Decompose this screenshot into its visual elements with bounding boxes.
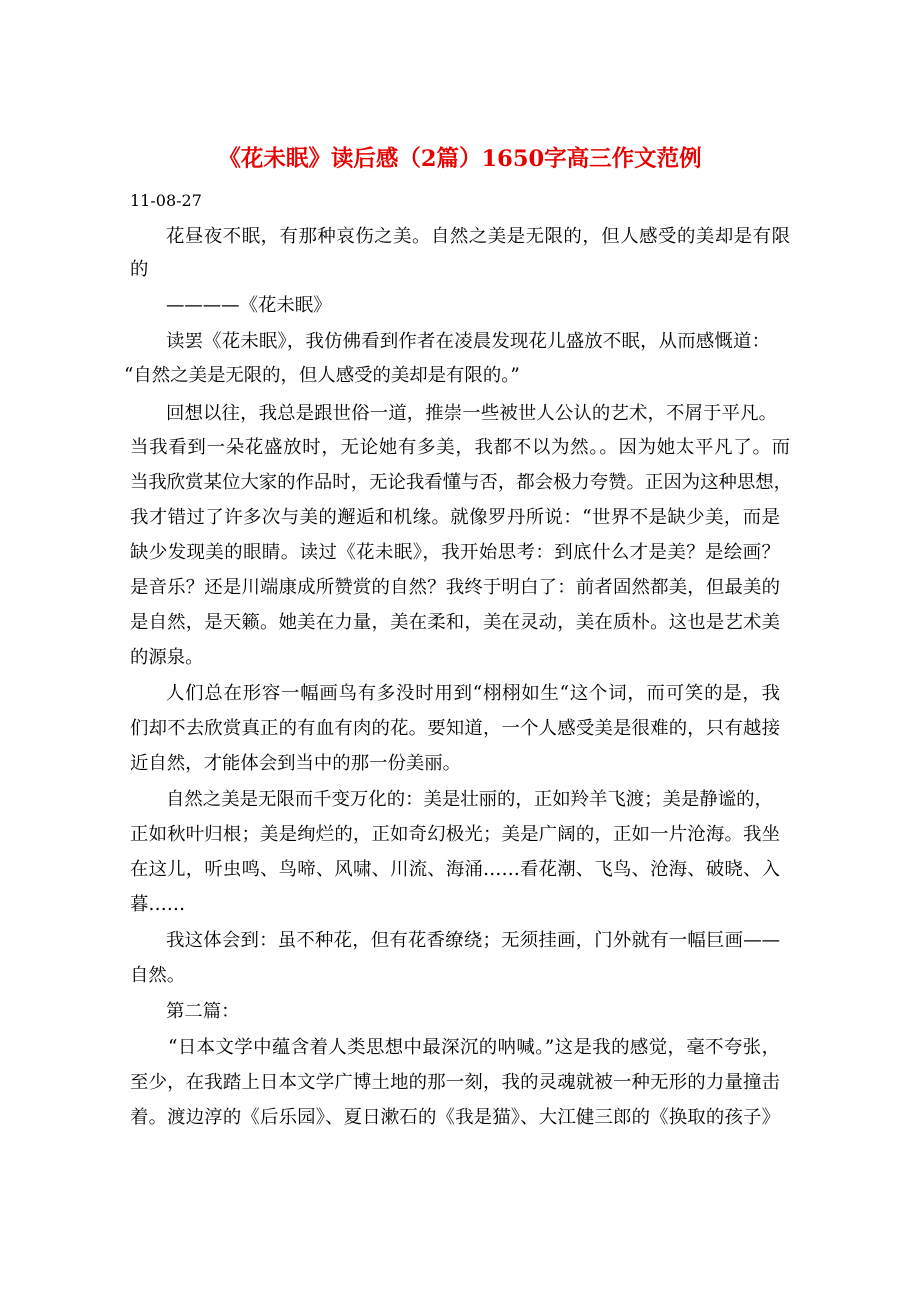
- text-line: 的: [130, 259, 149, 280]
- text-line: 自然。: [130, 965, 186, 986]
- text-line: 是自然，是天籁。她美在力量，美在柔和，美在灵动，美在质朴。这也是艺术美: [130, 612, 780, 633]
- text-line: 正如秋叶归根；美是绚烂的，正如奇幻极光；美是广阔的，正如一片沧海。我坐: [130, 824, 780, 845]
- section-heading: 第二篇：: [166, 1001, 240, 1022]
- document-title: 《花未眠》读后感（2篇）1650字高三作文范例: [218, 146, 702, 172]
- text-line: 近自然，才能体会到当中的那一份美丽。: [130, 753, 462, 774]
- text-line: 着。渡边淳的《后乐园》、夏日漱石的《我是猫》、大江健三郎的《换取的孩子》: [130, 1107, 780, 1128]
- text-line: 回想以往，我总是跟世俗一道，推崇一些被世人公认的艺术，不屑于平凡。: [166, 403, 777, 424]
- text-line: 人们总在形容一幅画鸟有多没时用到“栩栩如生“这个词，而可笑的是，我: [166, 683, 780, 704]
- text-line: “日本文学中蕴含着人类思想中最深沉的呐喊。”这是我的感觉，毫不夸张，: [168, 1037, 780, 1058]
- text-line: 读罢《花未眠》，我仿佛看到作者在凌晨发现花儿盛放不眠，从而感慨道：: [166, 331, 770, 352]
- text-line: 我这体会到：虽不种花，但有花香缭绕；无须挂画，门外就有一幅巨画——: [166, 930, 780, 951]
- text-line: 我才错过了许多次与美的邂逅和机缘。就像罗丹所说：“世界不是缺少美，而是: [130, 507, 780, 528]
- text-line: 们却不去欣赏真正的有血有肉的花。要知道，一个人感受美是很难的，只有越接: [130, 718, 780, 739]
- text-line: 自然之美是无限而千变万化的：美是壮丽的，正如羚羊飞渡；美是静谧的，: [166, 789, 773, 810]
- text-line: 暮……: [130, 894, 186, 915]
- document-date: 11-08-27: [130, 191, 202, 210]
- text-line: 花昼夜不眠，有那种哀伤之美。自然之美是无限的，但人感受的美却是有限: [166, 226, 790, 247]
- text-line: 当我看到一朵花盛放时，无论她有多美，我都不以为然。。因为她太平凡了。而: [130, 437, 790, 458]
- text-line: 是音乐？还是川端康成所赞赏的自然？我终于明白了：前者固然都美，但最美的: [130, 577, 780, 598]
- text-line: 缺少发现美的眼睛。读过《花未眠》，我开始思考：到底什么才是美？是绘画？: [130, 542, 780, 563]
- text-line: 当我欣赏某位大家的作品时，无论我看懂与否，都会极力夸赞。正因为这种思想，: [130, 472, 793, 493]
- text-line: 在这儿，听虫鸣、鸟啼、风啸、川流、海涌……看花潮、飞鸟、沧海、破晓、入: [130, 859, 780, 880]
- text-line: 的源泉。: [130, 647, 204, 668]
- text-line: 至少，在我踏上日本文学广博土地的那一刻，我的灵魂就被一种无形的力量撞击: [130, 1072, 780, 1093]
- text-line: ————《花未眠》: [166, 295, 332, 316]
- text-line: “自然之美是无限的，但人感受的美却是有限的。”: [124, 365, 520, 386]
